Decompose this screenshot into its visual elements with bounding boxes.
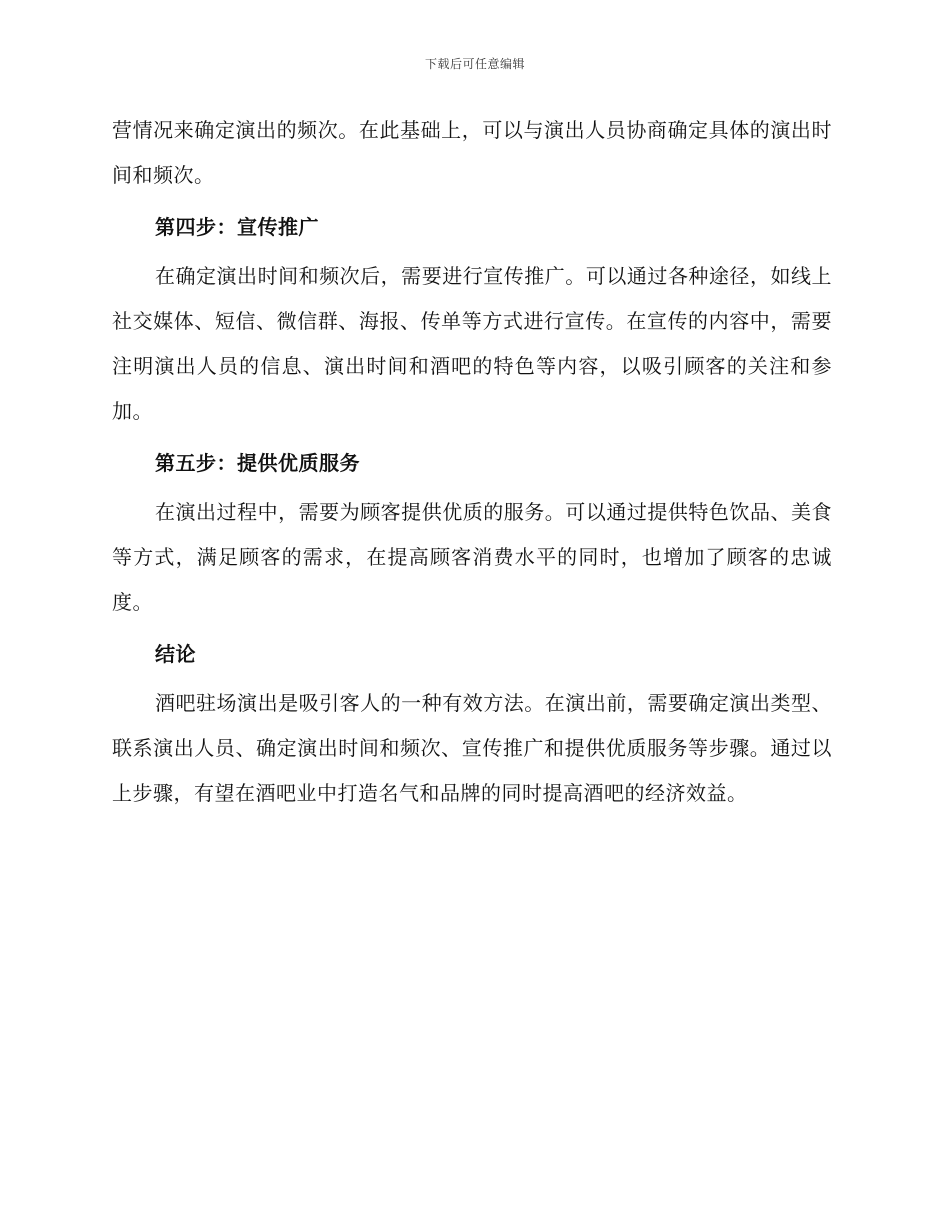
page-header: 下载后可任意编辑 — [424, 57, 525, 71]
section-heading: 第五步：提供优质服务 — [155, 451, 360, 475]
document-body — [112, 108, 832, 816]
section-heading: 第四步：宣传推广 — [155, 215, 319, 239]
body-paragraph: 营情况来确定演出的频次。在此基础上，可以与演出人员协商确定具体的演出时间和频次。 — [112, 118, 832, 187]
body-paragraph: 在确定演出时间和频次后，需要进行宣传推广。可以通过各种途径，如线上社交媒体、短信、微信群、海报、传单等方式进行宣传。在宣传的内容中，需要注明演出人员的信息、演出时间和酒吧的特色等内容，以吸引顾客的关注和参加。 — [112, 264, 832, 423]
body-paragraph: 在演出过程中，需要为顾客提供优质的服务。可以通过提供特色饮品、美食等方式，满足顾客的需求，在提高顾客消费水平的同时，也增加了顾客的忠诚度。 — [112, 500, 832, 614]
conclusion-paragraph: 酒吧驻场演出是吸引客人的一种有效方法。在演出前，需要确定演出类型、联系演出人员、确定演出时间和频次、宣传推广和提供优质服务等步骤。通过以上步骤，有望在酒吧业中打造名气和品牌的同时提高酒吧的经济效益。 — [112, 691, 832, 805]
conclusion-heading: 结论 — [155, 642, 196, 666]
